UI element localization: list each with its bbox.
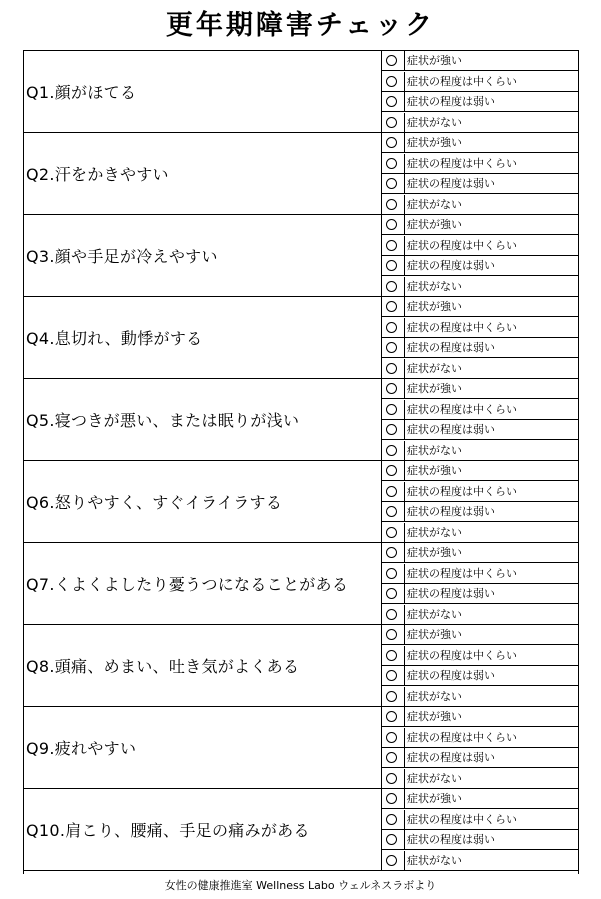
option-divider bbox=[404, 461, 405, 481]
option-divider bbox=[404, 625, 405, 645]
answer-option-label: 症状が強い bbox=[407, 218, 462, 231]
radio-circle-icon[interactable] bbox=[386, 568, 397, 579]
option-divider bbox=[404, 543, 405, 563]
answer-option[interactable] bbox=[382, 92, 578, 112]
answer-option[interactable] bbox=[382, 195, 578, 215]
radio-circle-icon[interactable] bbox=[386, 588, 397, 599]
radio-circle-icon[interactable] bbox=[386, 629, 397, 640]
radio-circle-icon[interactable] bbox=[386, 773, 397, 784]
option-divider bbox=[404, 51, 405, 71]
answer-option-label: 症状の程度は中くらい bbox=[407, 157, 517, 170]
radio-circle-icon[interactable] bbox=[386, 96, 397, 107]
radio-circle-icon[interactable] bbox=[386, 240, 397, 251]
option-divider bbox=[404, 646, 405, 666]
answer-option-label: 症状の程度は中くらい bbox=[407, 813, 517, 826]
question-row bbox=[24, 789, 578, 871]
answer-option[interactable] bbox=[382, 236, 578, 256]
question-text: Q1.顔がほてる bbox=[26, 83, 137, 102]
answer-option-label: 症状の程度は弱い bbox=[407, 833, 495, 846]
option-divider bbox=[404, 851, 405, 871]
answer-option-label: 症状の程度は弱い bbox=[407, 341, 495, 354]
option-divider bbox=[404, 277, 405, 297]
radio-circle-icon[interactable] bbox=[386, 527, 397, 538]
answer-option[interactable] bbox=[382, 748, 578, 768]
answer-option-label: 症状が強い bbox=[407, 792, 462, 805]
answer-option[interactable] bbox=[382, 543, 578, 563]
radio-circle-icon[interactable] bbox=[386, 404, 397, 415]
answer-option-label: 症状がない bbox=[407, 608, 462, 621]
radio-circle-icon[interactable] bbox=[386, 465, 397, 476]
answer-option[interactable] bbox=[382, 687, 578, 707]
question-text: Q6.怒りやすく、すぐイライラする bbox=[26, 493, 283, 512]
answer-option-label: 症状の程度は中くらい bbox=[407, 649, 517, 662]
answer-option-label: 症状がない bbox=[407, 690, 462, 703]
answer-options bbox=[381, 133, 578, 214]
question-text: Q2.汗をかきやすい bbox=[26, 165, 169, 184]
question-text: Q10.肩こり、腰痛、手足の痛みがある bbox=[26, 821, 310, 840]
answer-option-label: 症状の程度は弱い bbox=[407, 177, 495, 190]
question-row bbox=[24, 133, 578, 215]
answer-option-label: 症状がない bbox=[407, 526, 462, 539]
radio-circle-icon[interactable] bbox=[386, 752, 397, 763]
answer-option-label: 症状がない bbox=[407, 116, 462, 129]
answer-option[interactable] bbox=[382, 728, 578, 748]
answer-option-label: 症状が強い bbox=[407, 382, 462, 395]
answer-option-label: 症状の程度は中くらい bbox=[407, 403, 517, 416]
answer-option-label: 症状が強い bbox=[407, 136, 462, 149]
checklist-table bbox=[23, 50, 579, 874]
answer-option[interactable] bbox=[382, 851, 578, 871]
answer-option[interactable] bbox=[382, 769, 578, 789]
answer-option[interactable] bbox=[382, 297, 578, 317]
answer-option[interactable] bbox=[382, 174, 578, 194]
answer-option-label: 症状の程度は弱い bbox=[407, 505, 495, 518]
answer-option-label: 症状の程度は中くらい bbox=[407, 567, 517, 580]
answer-option[interactable] bbox=[382, 564, 578, 584]
question-row bbox=[24, 215, 578, 297]
option-divider bbox=[404, 666, 405, 686]
radio-circle-icon[interactable] bbox=[386, 76, 397, 87]
answer-option[interactable] bbox=[382, 215, 578, 235]
answer-option-label: 症状がない bbox=[407, 280, 462, 293]
radio-circle-icon[interactable] bbox=[386, 383, 397, 394]
answer-option-label: 症状がない bbox=[407, 854, 462, 867]
option-divider bbox=[404, 584, 405, 604]
answer-option-label: 症状の程度は弱い bbox=[407, 669, 495, 682]
page-title: 更年期障害チェック bbox=[165, 10, 436, 41]
answer-option-label: 症状が強い bbox=[407, 628, 462, 641]
answer-option-label: 症状が強い bbox=[407, 300, 462, 313]
question-text: Q5.寝つきが悪い、または眠りが浅い bbox=[26, 411, 300, 430]
answer-option-label: 症状の程度は中くらい bbox=[407, 75, 517, 88]
answer-option[interactable] bbox=[382, 379, 578, 399]
question-row bbox=[24, 625, 578, 707]
answer-option[interactable] bbox=[382, 133, 578, 153]
answer-option-label: 症状がない bbox=[407, 772, 462, 785]
option-divider bbox=[404, 482, 405, 502]
radio-circle-icon[interactable] bbox=[386, 486, 397, 497]
radio-circle-icon[interactable] bbox=[386, 322, 397, 333]
answer-option[interactable] bbox=[382, 666, 578, 686]
answer-option-label: 症状が強い bbox=[407, 710, 462, 723]
question-row bbox=[24, 297, 578, 379]
answer-option[interactable] bbox=[382, 441, 578, 461]
radio-circle-icon[interactable] bbox=[386, 137, 397, 148]
radio-circle-icon[interactable] bbox=[386, 117, 397, 128]
radio-circle-icon[interactable] bbox=[386, 281, 397, 292]
answer-options bbox=[381, 625, 578, 706]
answer-option[interactable] bbox=[382, 72, 578, 92]
answer-option[interactable] bbox=[382, 646, 578, 666]
radio-circle-icon[interactable] bbox=[386, 670, 397, 681]
answer-option-label: 症状の程度は弱い bbox=[407, 751, 495, 764]
answer-options bbox=[381, 543, 578, 624]
radio-circle-icon[interactable] bbox=[386, 855, 397, 866]
option-divider bbox=[404, 605, 405, 625]
answer-option[interactable] bbox=[382, 461, 578, 481]
answer-option[interactable] bbox=[382, 810, 578, 830]
radio-circle-icon[interactable] bbox=[386, 363, 397, 374]
option-divider bbox=[404, 830, 405, 850]
option-divider bbox=[404, 400, 405, 420]
answer-option-label: 症状の程度は弱い bbox=[407, 95, 495, 108]
option-divider bbox=[404, 748, 405, 768]
answer-option-label: 症状が強い bbox=[407, 464, 462, 477]
answer-option[interactable] bbox=[382, 318, 578, 338]
answer-option-label: 症状が強い bbox=[407, 546, 462, 559]
option-divider bbox=[404, 256, 405, 276]
radio-circle-icon[interactable] bbox=[386, 342, 397, 353]
answer-option-label: 症状の程度は弱い bbox=[407, 259, 495, 272]
answer-option-label: 症状がない bbox=[407, 362, 462, 375]
answer-option-label: 症状が強い bbox=[407, 54, 462, 67]
question-row bbox=[24, 51, 578, 133]
question-text: Q7.くよくよしたり憂うつになることがある bbox=[26, 575, 349, 594]
radio-circle-icon[interactable] bbox=[386, 732, 397, 743]
option-divider bbox=[404, 379, 405, 399]
answer-option[interactable] bbox=[382, 605, 578, 625]
option-divider bbox=[404, 728, 405, 748]
answer-options bbox=[381, 789, 578, 870]
option-divider bbox=[404, 318, 405, 338]
radio-circle-icon[interactable] bbox=[386, 158, 397, 169]
answer-option[interactable] bbox=[382, 584, 578, 604]
answer-options bbox=[381, 461, 578, 542]
option-divider bbox=[404, 113, 405, 133]
radio-circle-icon[interactable] bbox=[386, 814, 397, 825]
answer-option-label: 症状の程度は中くらい bbox=[407, 731, 517, 744]
answer-option[interactable] bbox=[382, 51, 578, 71]
answer-option[interactable] bbox=[382, 113, 578, 133]
footer-credit: 女性の健康推進室 Wellness Labo ウェルネスラボより bbox=[164, 879, 437, 892]
answer-option[interactable] bbox=[382, 482, 578, 502]
option-divider bbox=[404, 297, 405, 317]
question-text: Q8.頭痛、めまい、吐き気がよくある bbox=[26, 657, 300, 676]
question-row bbox=[24, 379, 578, 461]
option-divider bbox=[404, 420, 405, 440]
option-divider bbox=[404, 236, 405, 256]
option-divider bbox=[404, 810, 405, 830]
answer-option[interactable] bbox=[382, 338, 578, 358]
answer-option[interactable] bbox=[382, 420, 578, 440]
question-text: Q3.顔や手足が冷えやすい bbox=[26, 247, 218, 266]
answer-option[interactable] bbox=[382, 359, 578, 379]
question-text: Q9.疲れやすい bbox=[26, 739, 137, 758]
answer-option-label: 症状の程度は中くらい bbox=[407, 239, 517, 252]
answer-options bbox=[381, 51, 578, 132]
radio-circle-icon[interactable] bbox=[386, 199, 397, 210]
radio-circle-icon[interactable] bbox=[386, 424, 397, 435]
option-divider bbox=[404, 707, 405, 727]
option-divider bbox=[404, 154, 405, 174]
answer-option[interactable] bbox=[382, 154, 578, 174]
radio-circle-icon[interactable] bbox=[386, 834, 397, 845]
option-divider bbox=[404, 769, 405, 789]
option-divider bbox=[404, 359, 405, 379]
answer-option[interactable] bbox=[382, 625, 578, 645]
question-row bbox=[24, 543, 578, 625]
radio-circle-icon[interactable] bbox=[386, 301, 397, 312]
question-text: Q4.息切れ、動悸がする bbox=[26, 329, 203, 348]
answer-option-label: 症状の程度は中くらい bbox=[407, 321, 517, 334]
answer-option[interactable] bbox=[382, 707, 578, 727]
option-divider bbox=[404, 523, 405, 543]
option-divider bbox=[404, 92, 405, 112]
radio-circle-icon[interactable] bbox=[386, 711, 397, 722]
answer-option[interactable] bbox=[382, 256, 578, 276]
option-divider bbox=[404, 215, 405, 235]
radio-circle-icon[interactable] bbox=[386, 506, 397, 517]
radio-circle-icon[interactable] bbox=[386, 793, 397, 804]
radio-circle-icon[interactable] bbox=[386, 691, 397, 702]
radio-circle-icon[interactable] bbox=[386, 219, 397, 230]
answer-option-label: 症状がない bbox=[407, 444, 462, 457]
option-divider bbox=[404, 687, 405, 707]
answer-options bbox=[381, 297, 578, 378]
option-divider bbox=[404, 133, 405, 153]
radio-circle-icon[interactable] bbox=[386, 178, 397, 189]
option-divider bbox=[404, 789, 405, 809]
answer-options bbox=[381, 379, 578, 460]
radio-circle-icon[interactable] bbox=[386, 445, 397, 456]
radio-circle-icon[interactable] bbox=[386, 547, 397, 558]
question-row bbox=[24, 707, 578, 789]
option-divider bbox=[404, 564, 405, 584]
answer-option-label: 症状がない bbox=[407, 198, 462, 211]
answer-option-label: 症状の程度は弱い bbox=[407, 423, 495, 436]
answer-options bbox=[381, 215, 578, 296]
answer-option[interactable] bbox=[382, 502, 578, 522]
answer-option-label: 症状の程度は弱い bbox=[407, 587, 495, 600]
question-row bbox=[24, 461, 578, 543]
answer-option-label: 症状の程度は中くらい bbox=[407, 485, 517, 498]
option-divider bbox=[404, 502, 405, 522]
radio-circle-icon[interactable] bbox=[386, 55, 397, 66]
answer-option[interactable] bbox=[382, 789, 578, 809]
radio-circle-icon[interactable] bbox=[386, 650, 397, 661]
option-divider bbox=[404, 338, 405, 358]
answer-option[interactable] bbox=[382, 400, 578, 420]
answer-option[interactable] bbox=[382, 277, 578, 297]
option-divider bbox=[404, 174, 405, 194]
option-divider bbox=[404, 72, 405, 92]
answer-option[interactable] bbox=[382, 830, 578, 850]
radio-circle-icon[interactable] bbox=[386, 260, 397, 271]
answer-option[interactable] bbox=[382, 523, 578, 543]
option-divider bbox=[404, 195, 405, 215]
option-divider bbox=[404, 441, 405, 461]
radio-circle-icon[interactable] bbox=[386, 609, 397, 620]
answer-options bbox=[381, 707, 578, 788]
